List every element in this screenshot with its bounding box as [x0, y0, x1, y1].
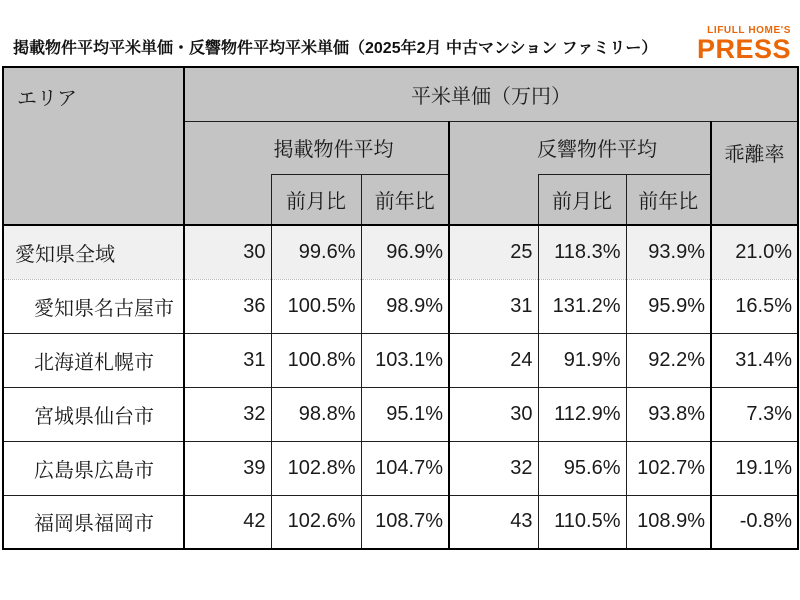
table-row	[3, 441, 798, 495]
column-header-response-mom: 前月比	[538, 174, 626, 225]
area-cell: 愛知県名古屋市	[3, 279, 184, 333]
response-mom-cell: 110.5%	[538, 495, 626, 549]
listed-price-cell: 31	[184, 333, 271, 387]
response-mom-cell: 112.9%	[538, 387, 626, 441]
response-mom-cell: 118.3%	[538, 225, 626, 279]
page-title: 掲載物件平均平米単価・反響物件平均平米単価（2025年2月 中古マンション ファミリー）	[13, 40, 658, 57]
listed-yoy-cell: 108.7%	[361, 495, 449, 549]
logo-press-text: PRESS	[696, 34, 791, 64]
listed-mom-cell: 99.6%	[271, 225, 361, 279]
response-yoy-cell: 102.7%	[626, 441, 711, 495]
listed-mom-cell: 100.5%	[271, 279, 361, 333]
table-row	[3, 387, 798, 441]
listed-yoy-cell: 104.7%	[361, 441, 449, 495]
column-header-response-yoy: 前年比	[626, 174, 711, 225]
response-yoy-cell: 108.9%	[626, 495, 711, 549]
table-row	[3, 225, 798, 279]
area-cell: 北海道札幌市	[3, 333, 184, 387]
listed-mom-cell: 98.8%	[271, 387, 361, 441]
column-header-unit-price: 平米単価（万円）	[184, 67, 798, 121]
listed-yoy-cell: 103.1%	[361, 333, 449, 387]
column-header-listed-yoy: 前年比	[361, 174, 449, 225]
deviation-cell: 16.5%	[711, 279, 798, 333]
response-yoy-cell: 92.2%	[626, 333, 711, 387]
response-mom-cell: 91.9%	[538, 333, 626, 387]
response-yoy-cell: 93.8%	[626, 387, 711, 441]
area-cell: 福岡県福岡市	[3, 495, 184, 549]
table-row	[3, 333, 798, 387]
listed-price-cell: 32	[184, 387, 271, 441]
listed-yoy-cell: 98.9%	[361, 279, 449, 333]
deviation-cell: 19.1%	[711, 441, 798, 495]
listed-mom-cell: 100.8%	[271, 333, 361, 387]
response-mom-cell: 131.2%	[538, 279, 626, 333]
column-header-listed-mom: 前月比	[271, 174, 361, 225]
deviation-cell: 31.4%	[711, 333, 798, 387]
table-header	[3, 67, 798, 225]
listed-mom-cell: 102.6%	[271, 495, 361, 549]
price-per-sqm-table	[2, 66, 799, 550]
lifull-homes-press-logo	[696, 25, 791, 64]
column-header-listed-value-spacer	[184, 174, 271, 225]
response-yoy-cell: 93.9%	[626, 225, 711, 279]
response-price-cell: 24	[449, 333, 538, 387]
response-price-cell: 31	[449, 279, 538, 333]
response-price-cell: 30	[449, 387, 538, 441]
column-header-deviation-rate: 乖離率	[711, 121, 798, 225]
deviation-cell: 21.0%	[711, 225, 798, 279]
response-price-cell: 43	[449, 495, 538, 549]
listed-price-cell: 42	[184, 495, 271, 549]
listed-yoy-cell: 95.1%	[361, 387, 449, 441]
listed-price-cell: 39	[184, 441, 271, 495]
column-header-listed-average: 掲載物件平均	[184, 121, 449, 174]
listed-price-cell: 30	[184, 225, 271, 279]
listed-mom-cell: 102.8%	[271, 441, 361, 495]
column-header-response-average: 反響物件平均	[449, 121, 711, 174]
table-row	[3, 495, 798, 549]
deviation-cell: -0.8%	[711, 495, 798, 549]
page-header	[0, 0, 800, 66]
logo-brand-text: LIFULL HOME'S	[707, 25, 791, 36]
column-header-response-value-spacer	[449, 174, 538, 225]
response-yoy-cell: 95.9%	[626, 279, 711, 333]
table-body	[3, 225, 798, 549]
column-header-area: エリア	[3, 67, 184, 225]
deviation-cell: 7.3%	[711, 387, 798, 441]
area-cell: 愛知県全域	[3, 225, 184, 279]
response-mom-cell: 95.6%	[538, 441, 626, 495]
response-price-cell: 32	[449, 441, 538, 495]
area-cell: 広島県広島市	[3, 441, 184, 495]
response-price-cell: 25	[449, 225, 538, 279]
listed-yoy-cell: 96.9%	[361, 225, 449, 279]
table-row	[3, 279, 798, 333]
listed-price-cell: 36	[184, 279, 271, 333]
area-cell: 宮城県仙台市	[3, 387, 184, 441]
